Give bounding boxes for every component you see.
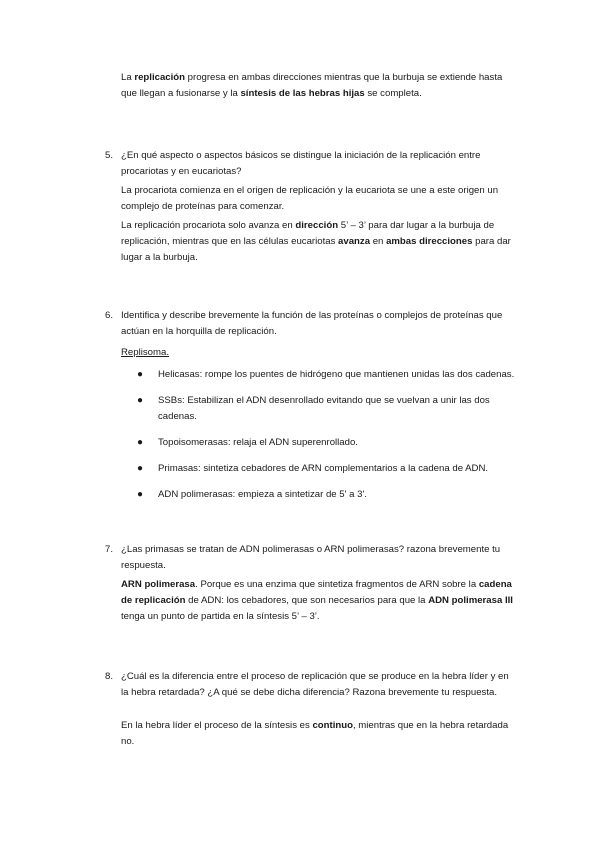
list-item: [121, 435, 517, 451]
text-run: de ADN: los cebadores, que son necesarios para que la: [185, 595, 429, 606]
question-7: [105, 542, 517, 574]
bullet-icon: ●: [137, 437, 144, 448]
bold-text: ARN polimerasa: [121, 579, 196, 590]
text-run: se completa.: [364, 88, 422, 99]
list-item: [121, 461, 517, 477]
question-text: ¿Las primasas se tratan de ADN polimerasas o ARN polimerasas? razona brevemente tu respuesta.: [121, 544, 501, 571]
bold-text: cadena de replicación: [121, 579, 512, 606]
question-text: Identifica y describe brevemente la función de las proteínas o complejos de proteínas que actúan en la horquilla de replicación.: [121, 310, 503, 337]
bold-text: ADN polimerasa III: [428, 595, 513, 606]
question-text: ¿Cuál es la diferencia entre el proceso de replicación que se produce en la hebra líder y en la hebra retardada? ¿A qué se debe dicha diferencia? Razona brevemente tu respuesta.: [121, 671, 509, 698]
question-8: [105, 669, 517, 701]
answer-5-paragraph-1: La procariota comienza en el origen de replicación y la eucariota se une a este origen un complejo de proteínas para comenzar.: [121, 185, 499, 212]
text-run: para dar lugar a la burbuja.: [121, 236, 511, 263]
text-run: En la hebra líder el proceso de la síntesis es: [121, 720, 313, 731]
question-6: [105, 308, 517, 340]
answer-8-paragraph: [121, 718, 517, 750]
question-number: 8.: [105, 671, 114, 682]
bullet-icon: ●: [137, 369, 144, 380]
text-run: en: [370, 236, 387, 247]
answer-7-paragraph: [121, 577, 517, 625]
intro-paragraph: [121, 70, 517, 102]
text-run: La replicación procariota solo avanza en: [121, 220, 296, 231]
bold-text: síntesis de las hebras hijas: [240, 88, 365, 99]
list-item-text: Topoisomerasas: relaja el ADN superenrollado.: [158, 437, 358, 448]
question-text: ¿En qué aspecto o aspectos básicos se distingue la iniciación de la replicación entre procariotas y en eucariotas?: [121, 150, 481, 177]
text-run: progresa en ambas direcciones mientras que la burbuja se extiende hasta que llegan a fusionarse y la: [121, 72, 503, 99]
replisoma-heading: Replisoma.: [121, 347, 169, 358]
bold-text: dirección: [295, 220, 339, 231]
list-item: [121, 367, 517, 383]
list-item-text: ADN polimerasas: empieza a sintetizar de 5' a 3'.: [158, 489, 367, 500]
question-number: 6.: [105, 310, 114, 321]
bullet-icon: ●: [137, 463, 144, 474]
list-item-text: SSBs: Estabilizan el ADN desenrollado evitando que se vuelvan a unir las dos cadenas.: [158, 395, 490, 422]
bold-text: avanza: [338, 236, 371, 247]
list-item: [121, 487, 517, 503]
text-run: . Porque es una enzima que sintetiza fragmentos de ARN sobre la: [195, 579, 479, 590]
answer-5-paragraph-2: [121, 218, 517, 266]
bullet-icon: ●: [137, 395, 144, 406]
bold-text: continuo: [312, 720, 353, 731]
bullet-icon: ●: [137, 489, 144, 500]
bold-text: ambas direcciones: [386, 236, 473, 247]
list-item: [121, 393, 517, 425]
text-run: 5’ – 3’ para dar lugar a la burbuja de replicación, mientras que en las células eucariotas: [121, 220, 495, 247]
list-item-text: Helicasas: rompe los puentes de hidrógeno que mantienen unidas las dos cadenas.: [158, 369, 515, 380]
question-5: [105, 148, 517, 180]
text-run: , mientras que en la hebra retardada no.: [121, 720, 509, 747]
text-run: La: [121, 72, 135, 83]
question-number: 7.: [105, 544, 114, 555]
protein-list: [121, 367, 517, 513]
text-run: tenga un punto de partida en la síntesis 5’ – 3’.: [121, 611, 320, 622]
bold-text: replicación: [134, 72, 185, 83]
question-number: 5.: [105, 150, 114, 161]
list-item-text: Primasas: sintetiza cebadores de ARN complementarios a la cadena de ADN.: [158, 463, 489, 474]
